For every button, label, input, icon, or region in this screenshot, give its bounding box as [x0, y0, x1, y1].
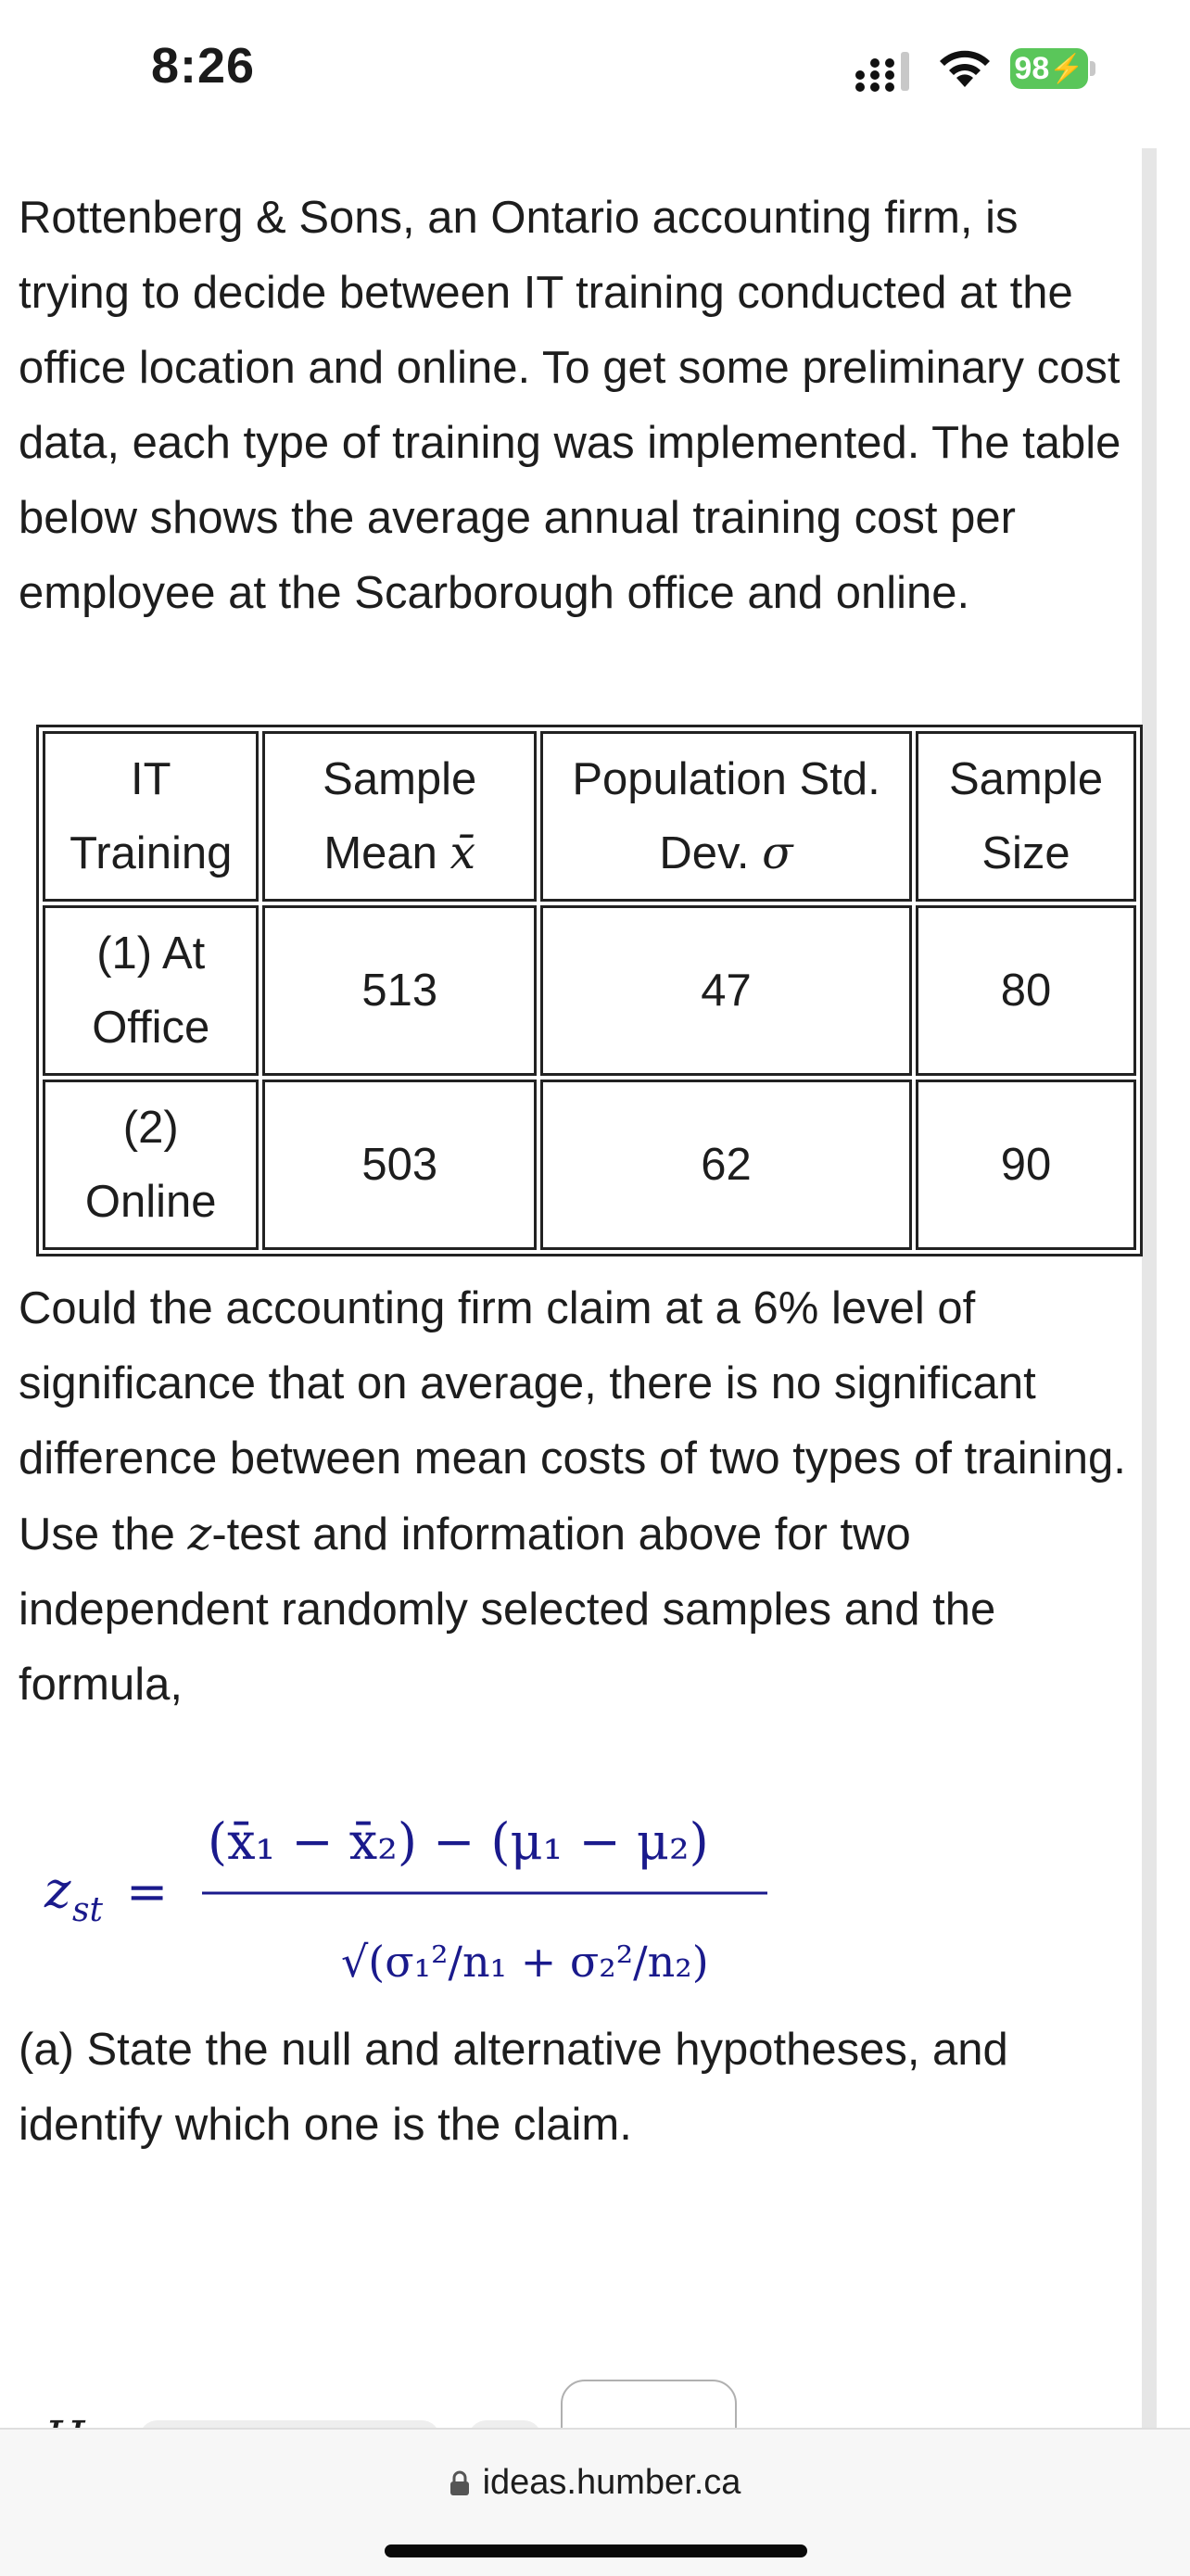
formula-lhs-sub: st [72, 1891, 103, 1929]
table-row [43, 1080, 1136, 1250]
formula-denominator: √(σ₁²/n₁ + σ₂²/n₂) [341, 1937, 709, 1987]
table-header-row [43, 731, 1136, 902]
cell-size: 80 [916, 905, 1136, 1076]
part-a-question: (a) State the null and alternative hypotheses, and identify which one is the claim. [19, 2025, 1008, 2150]
wifi-icon [936, 46, 994, 89]
cell-mean: 513 [262, 905, 537, 1076]
table-row [43, 905, 1136, 1076]
formula-equals: = [126, 1863, 169, 1921]
battery-level: 98 [1014, 50, 1050, 86]
question-paragraph: Could the accounting firm claim at a 6% level of significance that on average, there is no significant difference between mean costs of two types of training. Use the z-test and information above for two independent randomly selected samples and the formula, [19, 1283, 1126, 1710]
page-content [0, 139, 1157, 2428]
cell-mean: 503 [262, 1080, 537, 1250]
header-it-training: IT Training [43, 731, 259, 902]
address-bar[interactable] [0, 2463, 1190, 2503]
row-label: (2) Online [43, 1080, 259, 1250]
browser-bottom-bar [0, 2428, 1190, 2576]
header-population-std-dev: Population Std. Dev. σ [540, 731, 912, 902]
cell-size: 90 [916, 1080, 1136, 1250]
status-time: 8:26 [151, 38, 256, 94]
battery-charging-icon: 98 ⚡ [1010, 48, 1095, 91]
lock-icon [449, 2470, 470, 2496]
cell-sd: 47 [540, 905, 912, 1076]
formula-lhs: z [44, 1861, 71, 1919]
formula-numerator: (x̄₁ − x̄₂) − (μ₁ − μ₂) [208, 1812, 709, 1871]
header-sample-mean: Sample Mean x̄ [262, 731, 537, 902]
row-label: (1) At Office [43, 905, 259, 1076]
signal-icon [855, 50, 921, 93]
training-cost-table [36, 725, 1143, 1256]
header-sample-size: Sample Size [916, 731, 1136, 902]
url-text: ideas.humber.ca [482, 2463, 741, 2502]
intro-paragraph: Rottenberg & Sons, an Ontario accounting firm, is trying to decide between IT training conducted at the office location and online. To get some preliminary cost data, each type of training was implemented. The table below shows the average annual training cost per employee at the Scarborough office and online. [19, 193, 1121, 618]
home-indicator[interactable] [385, 2544, 807, 2557]
cell-sd: 62 [540, 1080, 912, 1250]
status-bar [0, 0, 1190, 139]
